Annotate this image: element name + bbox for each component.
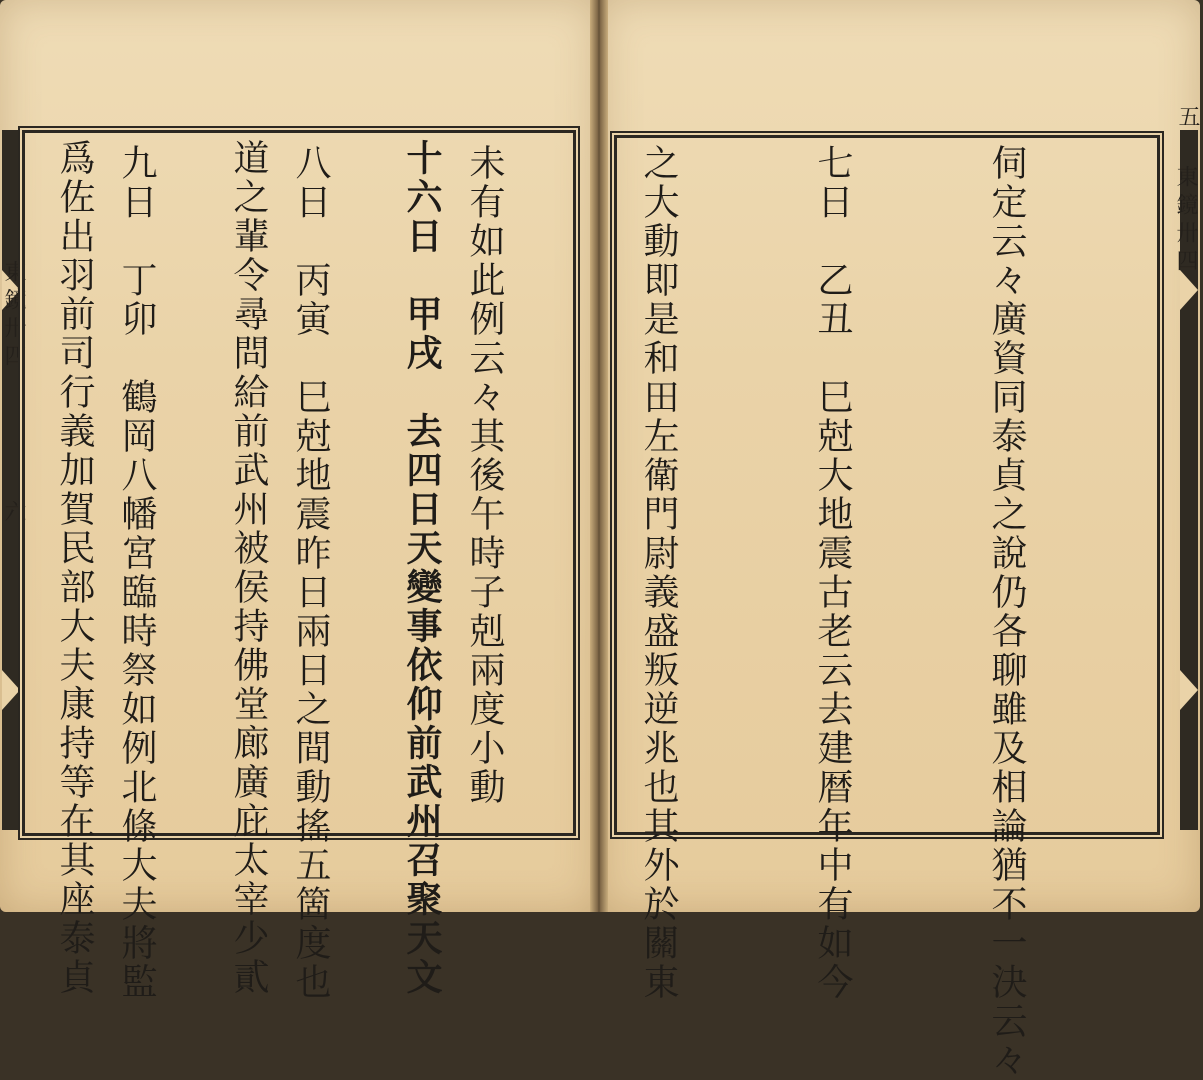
text-column: 八日 丙寅 巳尅地震昨日兩日之間動搖五箇度也 xyxy=(290,144,331,1002)
text-column: 爲佐出羽前司行義加賀民部大夫康持等在其座泰貞 xyxy=(54,139,95,997)
fishtail-mark xyxy=(1180,670,1198,710)
right-leaf-number: 五 xyxy=(1175,105,1200,127)
left-leaf-number: 六 xyxy=(1,500,26,522)
text-column: 道之輩令尋問給前武州被侯持佛堂廊廣庇太宰少貳 xyxy=(228,139,269,997)
text-column: 未有如此例云々其後午時子剋兩度小動 xyxy=(464,144,505,807)
text-column: 九日 丁卯 鶴岡八幡宮臨時祭如例北條大夫將監 xyxy=(116,144,157,1002)
right-edge-title: 東鏡卅四 xyxy=(1173,165,1198,277)
text-column: 之大動即是和田左衛門尉義盛叛逆兆也其外於關東 xyxy=(638,144,679,1002)
left-edge-title: 東鏡卅四 xyxy=(1,260,26,372)
text-column: 伺定云々廣資同泰貞之說仍各聊雖及相論猶不一決云々 xyxy=(986,144,1027,1080)
text-column: 七日 乙丑 巳尅大地震古老云去建暦年中有如今 xyxy=(812,144,853,1002)
text-column: 十六日 甲戌 去四日天變事依仰前武州召聚天文 xyxy=(401,139,443,997)
